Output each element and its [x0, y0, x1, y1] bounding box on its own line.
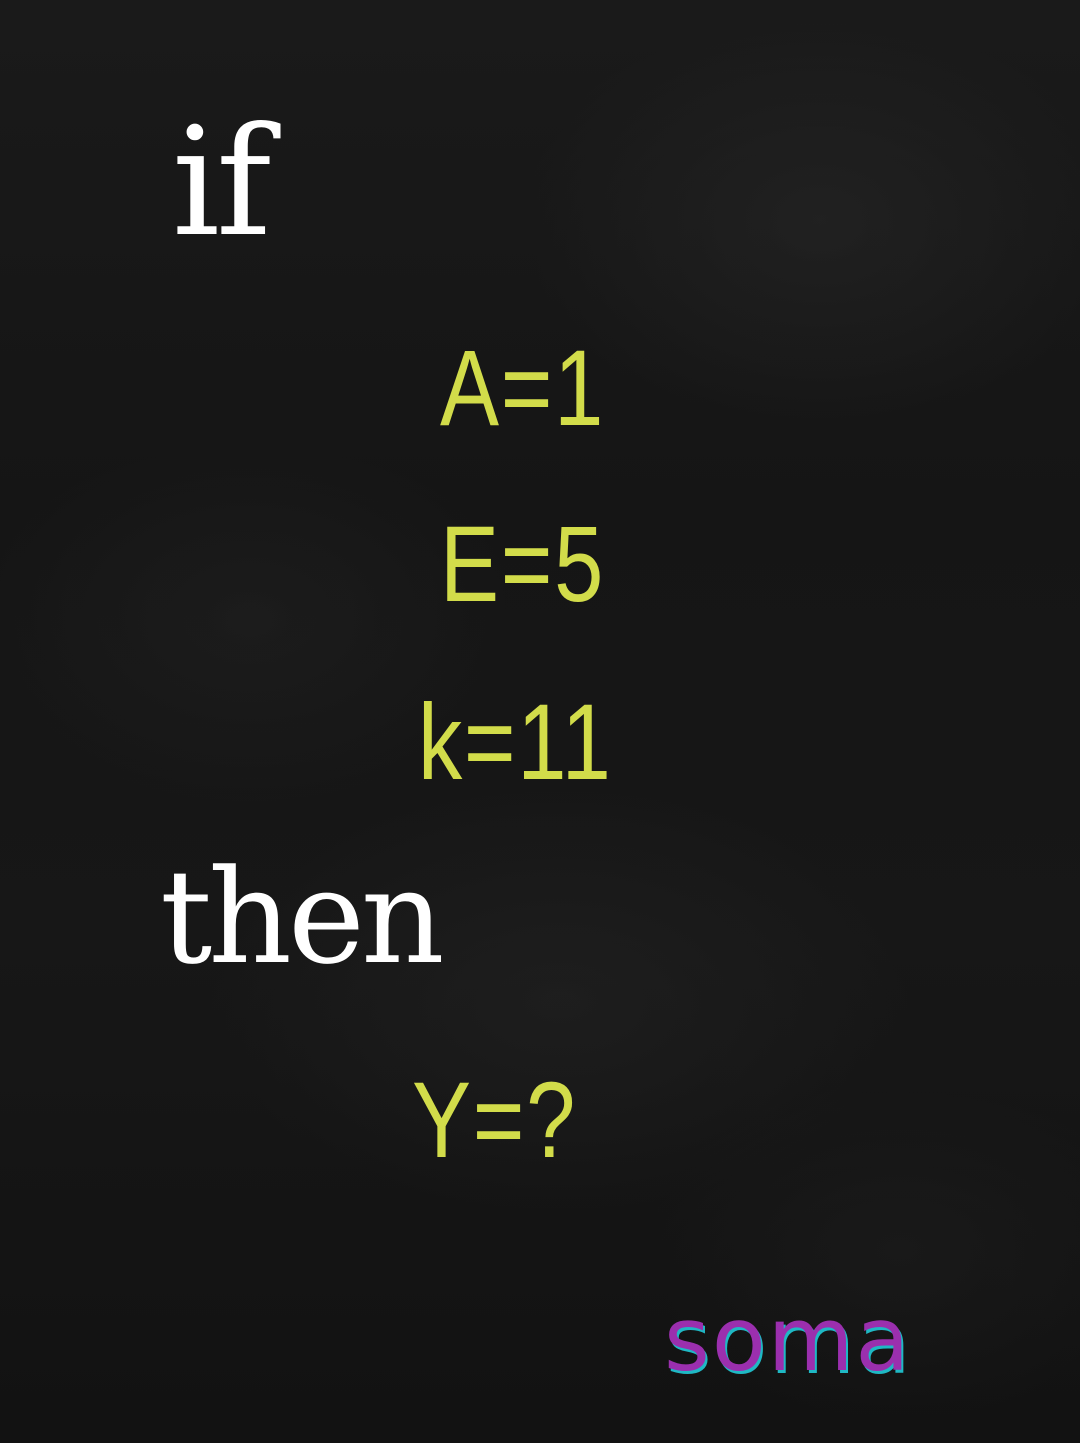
equation-a: A=1: [440, 327, 605, 448]
equation-e: E=5: [440, 503, 605, 624]
brand-logo: soma: [664, 1288, 912, 1391]
question-equation: Y=?: [412, 1059, 577, 1180]
intro-word: if: [172, 96, 268, 270]
equation-k: k=11: [418, 681, 613, 802]
then-word: then: [160, 841, 441, 993]
